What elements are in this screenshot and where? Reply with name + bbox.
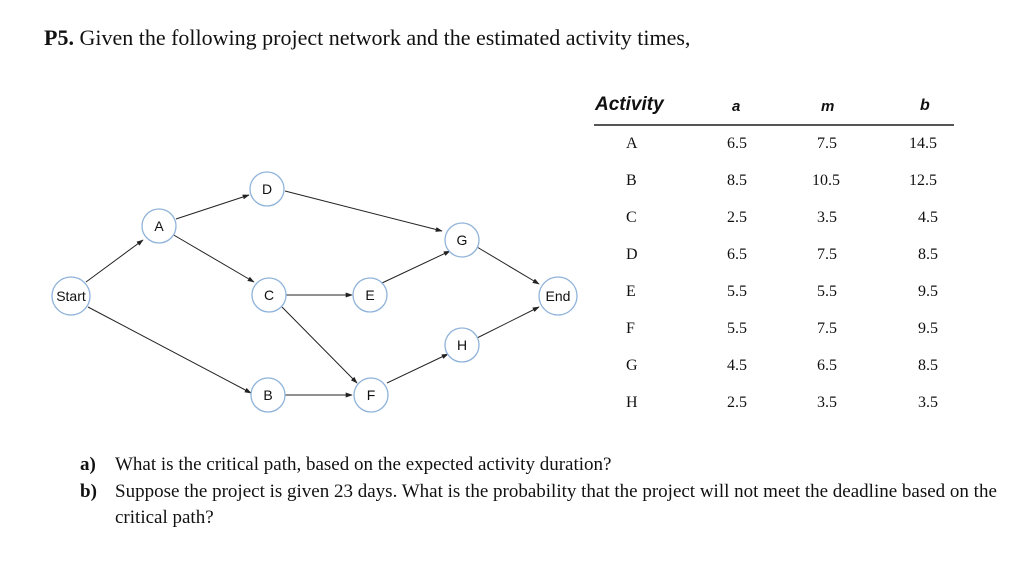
cell-m: 6.5 [817, 357, 837, 374]
node-g [445, 223, 479, 257]
question-text: What is the critical path, based on the expected activity duration? [115, 454, 612, 475]
node-d [250, 172, 284, 206]
question-label: b) [80, 481, 97, 502]
node-f [354, 378, 388, 412]
cell-a: 8.5 [727, 172, 747, 189]
cell-activity: C [626, 209, 637, 226]
node-label-b: B [263, 387, 273, 403]
cell-activity: B [626, 172, 637, 189]
cell-m: 7.5 [817, 135, 837, 152]
node-label-c: C [263, 287, 275, 303]
cell-activity: E [626, 283, 636, 300]
cell-a: 5.5 [727, 283, 747, 300]
table-header-rule [594, 124, 954, 126]
project-network-diagram [0, 0, 600, 440]
cell-b: 9.5 [918, 283, 938, 300]
node-label-g: G [456, 232, 468, 248]
edge-c-f [282, 307, 357, 383]
problem-number: P5. [44, 25, 74, 50]
cell-b: 9.5 [918, 320, 938, 337]
node-label-h: H [456, 337, 468, 353]
cell-activity: D [626, 246, 638, 263]
cell-a: 2.5 [727, 209, 747, 226]
question-text: Suppose the project is given 23 days. What is the probability that the project will not meet the deadline based on the critical path? [115, 481, 997, 528]
cell-m: 3.5 [817, 209, 837, 226]
edge-start-b [88, 307, 251, 393]
cell-a: 2.5 [727, 394, 747, 411]
node-a [142, 209, 176, 243]
edge-a-c [172, 234, 254, 282]
network-nodes [52, 172, 577, 412]
node-e [353, 278, 387, 312]
cell-m: 3.5 [817, 394, 837, 411]
edge-f-h [387, 354, 448, 383]
node-b [251, 378, 285, 412]
cell-activity: G [626, 357, 638, 374]
header-m: m [821, 98, 835, 115]
cell-activity: H [626, 394, 638, 411]
header-activity: Activity [595, 94, 664, 115]
node-c [252, 278, 286, 312]
cell-b: 3.5 [918, 394, 938, 411]
node-label-a: A [154, 218, 164, 234]
cell-a: 6.5 [727, 246, 747, 263]
cell-m: 10.5 [812, 172, 840, 189]
edge-a-d [176, 195, 249, 219]
node-label-f: F [366, 387, 376, 403]
cell-activity: A [626, 135, 638, 152]
node-h [445, 328, 479, 362]
question-label: a) [80, 454, 96, 475]
cell-b: 12.5 [909, 172, 937, 189]
cell-b: 8.5 [918, 357, 938, 374]
cell-b: 8.5 [918, 246, 938, 263]
cell-activity: F [626, 320, 635, 337]
cell-m: 7.5 [817, 320, 837, 337]
node-label-d: D [261, 181, 273, 197]
problem-statement: Given the following project network and the estimated activity times, [79, 25, 691, 50]
cell-m: 5.5 [817, 283, 837, 300]
edge-d-g [285, 191, 442, 231]
cell-a: 6.5 [727, 135, 747, 152]
header-a: a [732, 98, 741, 115]
edge-e-g [382, 251, 450, 283]
cell-a: 5.5 [727, 320, 747, 337]
node-label-start: Start [56, 288, 86, 304]
edge-start-a [86, 240, 143, 282]
node-end [539, 277, 577, 315]
node-label-e: E [365, 287, 375, 303]
cell-a: 4.5 [727, 357, 747, 374]
cell-b: 4.5 [918, 209, 938, 226]
edge-g-end [477, 247, 539, 284]
node-start [52, 277, 90, 315]
edge-h-end [477, 307, 539, 338]
cell-b: 14.5 [909, 135, 937, 152]
cell-m: 7.5 [817, 246, 837, 263]
header-b: b [920, 97, 930, 114]
node-label-end: End [545, 288, 571, 304]
